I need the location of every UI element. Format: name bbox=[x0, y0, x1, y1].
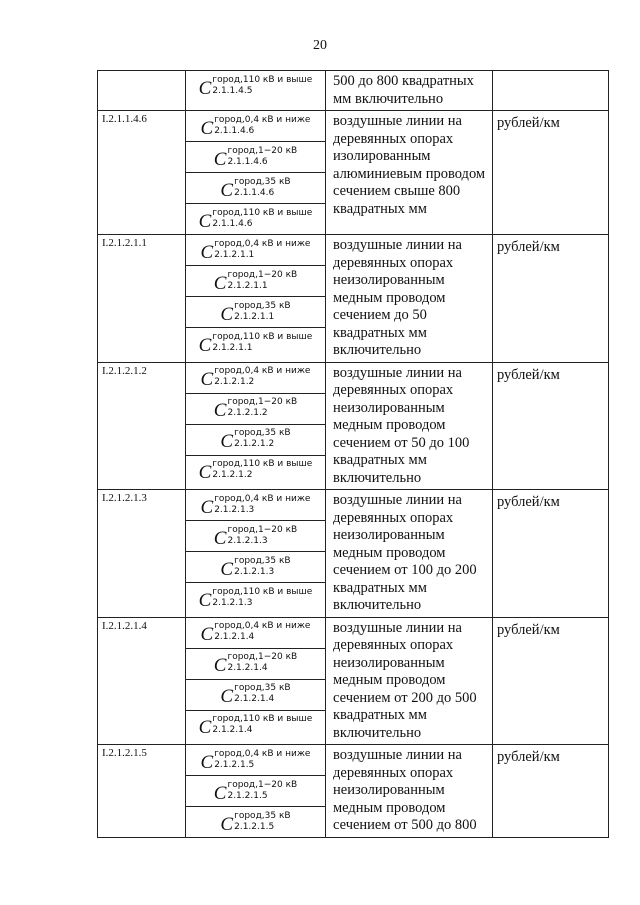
formula-superscript: город,110 кВ и выше bbox=[212, 75, 313, 85]
formula-box bbox=[186, 203, 325, 234]
formula-box bbox=[186, 393, 325, 424]
formula-subscript: 2.1.1.4.6 bbox=[234, 187, 275, 198]
formula-superscript: город,0,4 кВ и ниже bbox=[214, 621, 311, 631]
formula-superscript: город,1−20 кВ bbox=[227, 779, 298, 790]
formula-box bbox=[186, 265, 325, 296]
rate-formula bbox=[214, 270, 297, 293]
rate-formula bbox=[199, 75, 313, 98]
rate-formula bbox=[201, 115, 311, 138]
formula-box bbox=[186, 424, 325, 455]
formula-subscript: 2.1.2.1.4 bbox=[214, 632, 255, 642]
formula-superscript: город,1−20 кВ bbox=[227, 652, 298, 662]
rate-formula bbox=[199, 332, 313, 355]
formula-subscript: 2.1.2.1.1 bbox=[212, 342, 253, 353]
formula-subscript: 2.1.2.1.2 bbox=[227, 408, 268, 418]
formula-box bbox=[186, 679, 325, 710]
formula-subscript: 2.1.2.1.1 bbox=[234, 311, 275, 322]
row-description: воздушные линии на деревянных опорах неизолированным медным проводом сечением от 200 до 500 квадратных мм включительно bbox=[326, 617, 493, 745]
rate-formula bbox=[201, 239, 311, 262]
formula-subscript: 2.1.2.1.5 bbox=[227, 790, 268, 801]
formula-superscript: город,110 кВ и выше bbox=[212, 714, 313, 724]
rate-formula bbox=[220, 177, 290, 200]
formula-cell bbox=[186, 111, 326, 235]
rate-symbol: C bbox=[213, 400, 227, 421]
row-code: I.2.1.2.1.5 bbox=[98, 745, 186, 838]
formula-cell bbox=[186, 490, 326, 618]
rate-symbol: C bbox=[198, 462, 212, 483]
formula-box bbox=[186, 490, 325, 520]
rate-formula bbox=[199, 714, 313, 737]
rate-symbol: C bbox=[220, 813, 234, 835]
formula-box bbox=[186, 618, 325, 648]
formula-superscript: город,0,4 кВ и ниже bbox=[214, 366, 311, 376]
formula-subscript: 2.1.1.4.6 bbox=[212, 218, 253, 229]
formula-superscript: город,35 кВ bbox=[234, 176, 291, 187]
page-number: 20 bbox=[313, 38, 327, 53]
rate-formula bbox=[214, 525, 297, 548]
formula-box bbox=[186, 71, 325, 102]
formula-superscript: город,0,4 кВ и ниже bbox=[214, 493, 311, 504]
rate-symbol: C bbox=[198, 78, 212, 99]
formula-superscript: город,0,4 кВ и ниже bbox=[214, 114, 311, 125]
rate-symbol: C bbox=[213, 148, 227, 170]
formula-subscript: 2.1.1.4.5 bbox=[212, 86, 253, 96]
rate-formula bbox=[220, 683, 290, 706]
row-description: воздушные линии на деревянных опорах изолированным алюминиевым проводом сечением свыше 800 квадратных мм bbox=[326, 111, 493, 235]
row-unit: рублей/км bbox=[493, 111, 609, 235]
row-description: воздушные линии на деревянных опорах неизолированным медным проводом сечением до 50 квадратных мм включительно bbox=[326, 235, 493, 363]
row-code: I.2.1.2.1.4 bbox=[98, 617, 186, 745]
rate-symbol: C bbox=[198, 589, 212, 611]
row-code: I.2.1.2.1.2 bbox=[98, 362, 186, 490]
rate-formula bbox=[199, 587, 313, 610]
formula-superscript: город,35 кВ bbox=[234, 555, 291, 566]
row-code bbox=[98, 71, 186, 111]
formula-subscript: 2.1.2.1.1 bbox=[214, 249, 255, 260]
formula-subscript: 2.1.2.1.5 bbox=[214, 759, 255, 770]
formula-box bbox=[186, 327, 325, 358]
rate-formula bbox=[201, 494, 311, 517]
formula-subscript: 2.1.1.4.6 bbox=[214, 125, 255, 136]
formula-box bbox=[186, 172, 325, 203]
row-unit: рублей/км bbox=[493, 745, 609, 838]
formula-subscript: 2.1.2.1.3 bbox=[212, 597, 253, 608]
rate-symbol: C bbox=[200, 241, 214, 263]
formula-box bbox=[186, 648, 325, 679]
formula-box bbox=[186, 582, 325, 613]
formula-subscript: 2.1.2.1.2 bbox=[212, 470, 253, 480]
rate-symbol: C bbox=[220, 558, 234, 580]
rate-symbol: C bbox=[200, 117, 214, 139]
rate-formula bbox=[220, 556, 290, 579]
rate-symbol: C bbox=[198, 717, 212, 738]
row-unit: рублей/км bbox=[493, 235, 609, 363]
formula-superscript: город,1−20 кВ bbox=[227, 145, 298, 156]
row-description: воздушные линии на деревянных опорах неизолированным медным проводом сечением от 100 до 200 квадратных мм включительно bbox=[326, 490, 493, 618]
table-row bbox=[98, 490, 609, 618]
formula-box bbox=[186, 111, 325, 141]
row-unit: рублей/км bbox=[493, 362, 609, 490]
row-unit: рублей/км bbox=[493, 617, 609, 745]
formula-subscript: 2.1.2.1.2 bbox=[234, 439, 275, 449]
table-row bbox=[98, 111, 609, 235]
rate-symbol: C bbox=[213, 527, 227, 549]
rate-formula bbox=[199, 208, 313, 231]
formula-superscript: город,35 кВ bbox=[234, 683, 291, 693]
formula-superscript: город,0,4 кВ и ниже bbox=[214, 748, 311, 759]
rate-symbol: C bbox=[220, 303, 234, 325]
rate-symbol: C bbox=[213, 272, 227, 294]
formula-subscript: 2.1.1.4.6 bbox=[227, 156, 268, 167]
formula-superscript: город,110 кВ и выше bbox=[212, 207, 313, 218]
row-unit bbox=[493, 71, 609, 111]
tariff-table bbox=[97, 70, 609, 838]
formula-superscript: город,35 кВ bbox=[234, 300, 291, 311]
table-row bbox=[98, 71, 609, 111]
rate-formula bbox=[214, 397, 297, 420]
formula-box bbox=[186, 520, 325, 551]
formula-box bbox=[186, 235, 325, 265]
row-description: воздушные линии на деревянных опорах неизолированным медным проводом сечением от 500 до 800 bbox=[326, 745, 493, 838]
formula-subscript: 2.1.2.1.5 bbox=[234, 821, 275, 832]
rate-symbol: C bbox=[200, 751, 214, 773]
formula-box bbox=[186, 296, 325, 327]
rate-symbol: C bbox=[220, 179, 234, 201]
table-row bbox=[98, 362, 609, 490]
rate-formula bbox=[201, 621, 311, 644]
formula-box bbox=[186, 806, 325, 837]
row-code: I.2.1.2.1.3 bbox=[98, 490, 186, 618]
rate-symbol: C bbox=[198, 210, 212, 232]
rate-formula bbox=[220, 301, 290, 324]
rate-symbol: C bbox=[200, 496, 214, 518]
table-row bbox=[98, 617, 609, 745]
formula-box bbox=[186, 745, 325, 775]
formula-superscript: город,110 кВ и выше bbox=[212, 331, 313, 342]
rate-symbol: C bbox=[213, 782, 227, 804]
rate-symbol: C bbox=[198, 334, 212, 356]
row-unit: рублей/км bbox=[493, 490, 609, 618]
formula-superscript: город,35 кВ bbox=[234, 428, 291, 438]
formula-subscript: 2.1.2.1.4 bbox=[234, 694, 275, 704]
formula-cell bbox=[186, 745, 326, 838]
rate-formula bbox=[214, 146, 297, 169]
rate-formula bbox=[220, 811, 290, 834]
rate-formula bbox=[201, 366, 311, 389]
table-row bbox=[98, 745, 609, 838]
rate-symbol: C bbox=[213, 655, 227, 676]
formula-box bbox=[186, 551, 325, 582]
formula-subscript: 2.1.2.1.1 bbox=[227, 280, 268, 291]
rate-symbol: C bbox=[220, 686, 234, 707]
formula-subscript: 2.1.2.1.3 bbox=[234, 566, 275, 577]
formula-cell bbox=[186, 235, 326, 363]
formula-cell bbox=[186, 617, 326, 745]
row-code: I.2.1.2.1.1 bbox=[98, 235, 186, 363]
rate-formula bbox=[201, 749, 311, 772]
formula-subscript: 2.1.2.1.4 bbox=[227, 663, 268, 673]
formula-superscript: город,110 кВ и выше bbox=[212, 459, 313, 469]
formula-box bbox=[186, 775, 325, 806]
formula-superscript: город,1−20 кВ bbox=[227, 524, 298, 535]
formula-box bbox=[186, 363, 325, 393]
rate-formula bbox=[220, 428, 290, 451]
formula-superscript: город,35 кВ bbox=[234, 810, 291, 821]
rate-formula bbox=[214, 652, 297, 675]
formula-subscript: 2.1.2.1.3 bbox=[227, 535, 268, 546]
formula-cell bbox=[186, 362, 326, 490]
formula-superscript: город,1−20 кВ bbox=[227, 397, 298, 407]
formula-subscript: 2.1.2.1.4 bbox=[212, 725, 253, 735]
row-code: I.2.1.1.4.6 bbox=[98, 111, 186, 235]
rate-symbol: C bbox=[220, 431, 234, 452]
table-row bbox=[98, 235, 609, 363]
formula-cell bbox=[186, 71, 326, 111]
formula-superscript: город,0,4 кВ и ниже bbox=[214, 238, 311, 249]
formula-superscript: город,110 кВ и выше bbox=[212, 586, 313, 597]
rate-symbol: C bbox=[200, 369, 214, 390]
rate-formula bbox=[214, 780, 297, 803]
formula-subscript: 2.1.2.1.3 bbox=[214, 504, 255, 515]
formula-box bbox=[186, 141, 325, 172]
row-description: 500 до 800 квадратных мм включительно bbox=[326, 71, 493, 111]
formula-box bbox=[186, 455, 325, 486]
formula-superscript: город,1−20 кВ bbox=[227, 269, 298, 280]
rate-formula bbox=[199, 459, 313, 482]
row-description: воздушные линии на деревянных опорах неизолированным медным проводом сечением от 50 до 100 квадратных мм включительно bbox=[326, 362, 493, 490]
rate-symbol: C bbox=[200, 624, 214, 645]
formula-box bbox=[186, 710, 325, 741]
formula-subscript: 2.1.2.1.2 bbox=[214, 377, 255, 387]
